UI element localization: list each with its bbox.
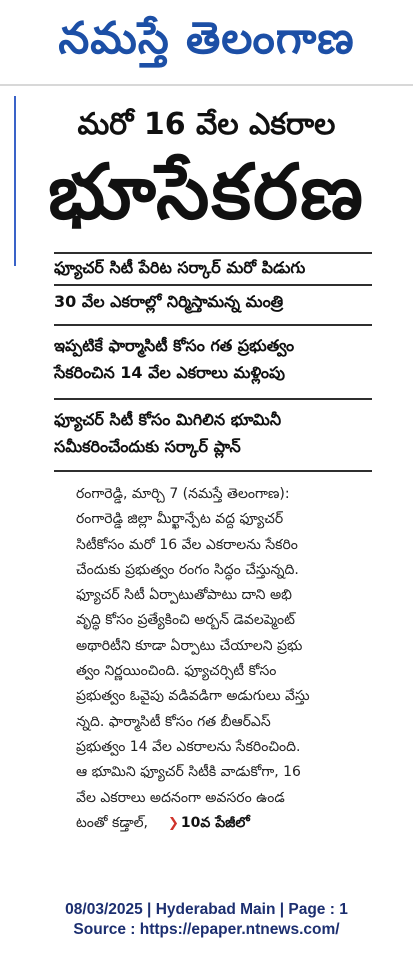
newspaper-title: నమస్తే తెలంగాణ — [58, 13, 355, 64]
continued-on-page-link[interactable] — [168, 811, 250, 836]
chevron-right-icon: ❯ — [167, 815, 179, 831]
body-line: ప్రభుత్వం 14 వేల ఎకరాలను సేకరించింది. — [76, 738, 301, 755]
body-line: చేందుకు ప్రభుత్వం రంగం సిద్ధం చేస్తున్నది. — [76, 561, 299, 578]
masthead — [0, 0, 413, 78]
headline-kicker: మరో 16 వేల ఎకరాల — [77, 107, 336, 142]
deck-line: ఫ్యూచర్ సిటీ పేరిట సర్కార్ మరో పిడుగు — [54, 258, 306, 277]
deck-divider — [54, 398, 372, 400]
deck-4 — [54, 406, 372, 460]
deck-2 — [54, 288, 372, 315]
headline: భూసేకరణ — [48, 147, 365, 236]
deck-line: సమీకరించేందుకు సర్కార్ ప్లాన్ — [54, 437, 241, 456]
body-line: న్నది. ఫార్మాసిటీ కోసం గత బీఆర్ఎస్ — [76, 713, 271, 730]
body-line: ఫ్యూచర్ సిటీ ఏర్పాటుతోపాటు దాని అభి — [76, 587, 292, 604]
body-line: సిటీకోసం మరో 16 వేల ఎకరాలను సేకరిం — [76, 536, 298, 553]
deck-line: ఇప్పటికే ఫార్మాసిటీ కోసం గత ప్రభుత్వం — [54, 336, 295, 355]
body-line: ఆ భూమిని ఫ్యూచర్ సిటీకి వాడుకోగా, 16 — [76, 764, 301, 781]
deck-line: 30 వేల ఎకరాల్లో నిర్మిస్తామన్న మంత్రి — [54, 292, 284, 311]
body-line: వేల ఎకరాలు అదనంగా అవసరం ఉండ — [76, 789, 285, 806]
body-line: త్వం నిర్ణయించింది. ఫ్యూచర్సిటీ కోసం — [76, 663, 277, 680]
body-line: రంగారెడ్డి జిల్లా మీర్ఖాన్పేట వద్ద ఫ్యూచర్ — [76, 511, 284, 528]
deck-line: ఫ్యూచర్ సిటీ కోసం మిగిలిన భూమినీ — [54, 410, 282, 429]
body-line: టంతో కడ్తాల్, — [76, 814, 148, 831]
deck-divider — [54, 284, 372, 286]
source-link[interactable]: Source : https://epaper.ntnews.com/ — [73, 921, 340, 938]
deck-divider — [54, 324, 372, 326]
body-line: అథారిటీని కూడా ఏర్పాటు చేయాలని ప్రభు — [76, 637, 303, 654]
deck-1 — [54, 254, 372, 281]
deck-3 — [54, 332, 372, 386]
body-line: వృద్ధి కోసం ప్రత్యేకించి అర్బన్ డెవలప్మెంట్ — [76, 612, 295, 629]
article-body — [76, 482, 364, 836]
body-line: రంగారెడ్డి, మార్చి 7 (నమస్తే తెలంగాణ): — [76, 486, 290, 502]
continued-on-page-label: 10వ పేజీలో — [180, 814, 250, 831]
edition-info: 08/03/2025 | Hyderabad Main | Page : 1 — [65, 901, 348, 918]
body-line: ప్రభుత్వం ఓవైపు వడివడిగా అడుగులు వేస్తు — [76, 688, 310, 705]
deck-line: సేకరించిన 14 వేల ఎకరాలు మళ్లింపు — [54, 363, 285, 382]
clipping-footer — [0, 900, 413, 940]
deck-divider — [54, 470, 372, 472]
body-last-line — [76, 811, 364, 836]
